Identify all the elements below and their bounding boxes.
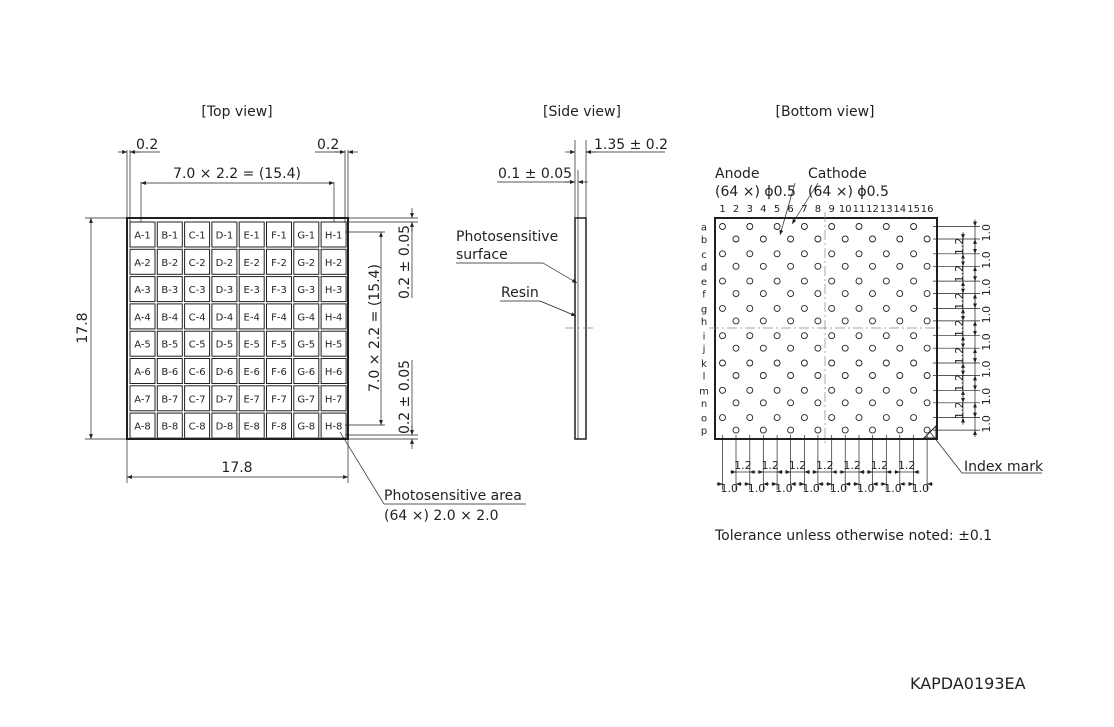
electrode-pad bbox=[774, 224, 780, 230]
cell-label: D-7 bbox=[215, 394, 234, 406]
cell-label: E-4 bbox=[243, 312, 260, 324]
electrode-pad bbox=[720, 278, 726, 284]
cell-label: H-5 bbox=[324, 339, 343, 351]
electrode-pad bbox=[897, 291, 903, 297]
cell-label: H-6 bbox=[324, 367, 343, 378]
electrode-pad bbox=[774, 333, 780, 339]
electrode-pad bbox=[733, 427, 739, 433]
electrode-pad bbox=[911, 305, 917, 311]
row-letter: i bbox=[702, 331, 706, 343]
electrode-pad bbox=[788, 373, 794, 379]
electrode-pad bbox=[720, 305, 726, 311]
cell-label: G-6 bbox=[297, 367, 316, 378]
electrode-pad bbox=[760, 427, 766, 433]
cell-label: G-8 bbox=[297, 421, 316, 433]
photosensitive-cell-grid bbox=[130, 222, 346, 438]
electrode-pad bbox=[897, 400, 903, 406]
top-view-title: [Top view] bbox=[201, 104, 273, 120]
cell-label: C-4 bbox=[188, 312, 206, 324]
electrode-pad bbox=[747, 360, 753, 366]
cell-label: A-6 bbox=[134, 367, 151, 378]
electrode-pad bbox=[720, 251, 726, 257]
column-pitch-label: 1.2 bbox=[843, 459, 861, 472]
electrode-pad bbox=[760, 400, 766, 406]
electrode-pad bbox=[911, 224, 917, 230]
electrode-pad bbox=[924, 318, 930, 324]
cell-label: A-7 bbox=[134, 394, 151, 406]
electrode-pad bbox=[801, 278, 807, 284]
cell-label: D-5 bbox=[215, 339, 234, 351]
row-letters bbox=[699, 223, 709, 438]
row-pitch-label: 1.2 bbox=[953, 401, 966, 419]
dim-bottom-offset: 0.2 ± 0.05 bbox=[397, 359, 413, 435]
electrode-pad bbox=[788, 345, 794, 351]
row-pitch-label: 1.0 bbox=[980, 387, 993, 406]
electrode-pad bbox=[883, 224, 889, 230]
cell-label: D-8 bbox=[215, 421, 234, 433]
column-number: 11 bbox=[852, 204, 866, 215]
column-numbers bbox=[719, 204, 933, 215]
electrode-pad bbox=[870, 373, 876, 379]
electrode-pad bbox=[856, 387, 862, 393]
row-letter: e bbox=[700, 277, 708, 289]
electrode-pad bbox=[911, 278, 917, 284]
row-letter: g bbox=[700, 304, 708, 316]
row-letter: k bbox=[701, 359, 707, 370]
row-letter: c bbox=[701, 249, 707, 261]
cell-label: C-2 bbox=[188, 257, 206, 269]
electrode-pad bbox=[870, 236, 876, 242]
electrode-pad bbox=[842, 263, 848, 269]
column-number: 7 bbox=[801, 204, 808, 215]
cell-label: D-6 bbox=[215, 367, 234, 378]
cell-label: F-6 bbox=[271, 367, 287, 378]
column-offset-label: 1.0 bbox=[829, 482, 848, 495]
side-view-title: [Side view] bbox=[543, 104, 621, 120]
row-letter: l bbox=[702, 371, 706, 383]
photosensitive-area-label: Photosensitive area bbox=[384, 488, 522, 504]
column-pitch-label: 1.2 bbox=[788, 459, 807, 472]
column-number: 12 bbox=[866, 204, 879, 215]
cell-label: B-7 bbox=[161, 394, 179, 406]
dim-top-offset: 0.2 ± 0.05 bbox=[397, 224, 413, 300]
cell-label: A-3 bbox=[134, 285, 151, 297]
electrode-pad bbox=[720, 360, 726, 366]
electrode-pad bbox=[760, 345, 766, 351]
row-letter: n bbox=[700, 398, 708, 410]
row-pitch-label: 1.0 bbox=[980, 360, 993, 378]
electrode-pad bbox=[924, 345, 930, 351]
column-pitch-label: 1.2 bbox=[734, 459, 752, 472]
electrode-pad bbox=[774, 278, 780, 284]
cell-label: C-5 bbox=[188, 339, 206, 351]
dim-left-offset: 0.2 bbox=[136, 137, 159, 153]
electrode-pad bbox=[870, 263, 876, 269]
cell-label: F-3 bbox=[271, 285, 287, 297]
row-pitch-label: 1.0 bbox=[980, 251, 993, 269]
electrode-pad bbox=[788, 236, 794, 242]
cell-label: F-4 bbox=[271, 312, 287, 324]
top-view bbox=[75, 137, 526, 524]
column-number: 9 bbox=[828, 204, 835, 215]
drawing-code: KAPDA0193EA bbox=[910, 674, 1026, 693]
column-offset-label: 1.0 bbox=[884, 482, 902, 495]
side-view bbox=[456, 137, 668, 439]
electrode-pad bbox=[924, 236, 930, 242]
electrode-pad bbox=[760, 291, 766, 297]
column-number: 1 bbox=[719, 204, 726, 215]
cell-label: B-8 bbox=[161, 421, 179, 433]
electrode-pad bbox=[815, 236, 821, 242]
column-number: 2 bbox=[732, 204, 740, 215]
cell-label: B-1 bbox=[161, 230, 179, 242]
electrode-pad bbox=[788, 400, 794, 406]
cell-label: C-1 bbox=[188, 230, 206, 242]
electrode-pad bbox=[774, 387, 780, 393]
cell-label: A-4 bbox=[134, 312, 151, 324]
dim-pitch-vertical: 7.0 × 2.2 = (15.4) bbox=[367, 264, 383, 392]
photosensitive-surface-label-2: surface bbox=[456, 247, 508, 263]
cell-label: H-1 bbox=[324, 230, 343, 242]
electrode-pad bbox=[883, 278, 889, 284]
column-number: 3 bbox=[746, 204, 753, 215]
cell-label: B-3 bbox=[161, 285, 179, 297]
electrode-pad bbox=[733, 400, 739, 406]
cell-label: H-2 bbox=[324, 257, 343, 269]
electrode-pad bbox=[911, 251, 917, 257]
cell-label: A-8 bbox=[134, 421, 151, 433]
column-pitch-label: 1.2 bbox=[816, 459, 834, 472]
electrode-pad bbox=[747, 415, 753, 421]
electrode-pad bbox=[788, 263, 794, 269]
electrode-pad bbox=[883, 360, 889, 366]
electrode-pad bbox=[720, 224, 726, 230]
electrode-pad bbox=[870, 318, 876, 324]
cell-label: C-3 bbox=[188, 285, 206, 297]
column-offset-label: 1.0 bbox=[747, 482, 766, 495]
electrode-pad bbox=[856, 333, 862, 339]
cell-label: G-1 bbox=[297, 230, 316, 242]
electrode-pad bbox=[870, 291, 876, 297]
electrode-pad bbox=[856, 278, 862, 284]
cell-label: E-1 bbox=[243, 230, 260, 242]
cell-label: F-1 bbox=[271, 230, 287, 242]
electrode-pad bbox=[801, 387, 807, 393]
electrode-pad bbox=[924, 263, 930, 269]
electrode-pad bbox=[815, 427, 821, 433]
cell-label: G-3 bbox=[297, 285, 316, 297]
electrode-pad bbox=[720, 387, 726, 393]
cell-label: E-8 bbox=[243, 421, 260, 433]
bottom-view bbox=[699, 166, 1044, 544]
electrode-pad bbox=[842, 318, 848, 324]
electrode-pad bbox=[856, 360, 862, 366]
column-offset-label: 1.0 bbox=[775, 482, 793, 495]
column-number: 8 bbox=[814, 204, 822, 215]
column-number: 4 bbox=[760, 204, 767, 215]
dim-right-offset: 0.2 bbox=[317, 137, 340, 153]
anode-spec: (64 ×) ϕ0.5 bbox=[715, 184, 796, 200]
electrode-pad bbox=[842, 427, 848, 433]
column-pitch-label: 1.2 bbox=[761, 459, 779, 472]
row-pitch-label: 1.2 bbox=[953, 374, 966, 392]
cell-label: H-4 bbox=[324, 312, 343, 324]
cell-label: C-7 bbox=[188, 394, 206, 406]
row-letter: m bbox=[699, 386, 709, 398]
index-mark-label: Index mark bbox=[964, 459, 1044, 475]
electrode-pad bbox=[720, 415, 726, 421]
column-number: 14 bbox=[893, 204, 907, 215]
electrode-pad bbox=[829, 305, 835, 311]
row-letter: d bbox=[700, 262, 708, 274]
electrode-pad bbox=[856, 415, 862, 421]
electrode-pad bbox=[747, 333, 753, 339]
electrode-pad bbox=[720, 333, 726, 339]
row-letter: p bbox=[700, 426, 708, 438]
electrode-pad bbox=[883, 387, 889, 393]
electrode-pad bbox=[801, 415, 807, 421]
electrode-pad bbox=[801, 305, 807, 311]
dim-pitch-horizontal: 7.0 × 2.2 = (15.4) bbox=[173, 166, 301, 182]
electrode-pad bbox=[897, 318, 903, 324]
row-letter: h bbox=[700, 316, 708, 328]
electrode-pad bbox=[897, 263, 903, 269]
column-number: 5 bbox=[773, 204, 781, 215]
electrode-pad bbox=[733, 373, 739, 379]
cell-label: B-2 bbox=[161, 257, 179, 269]
electrode-pad bbox=[774, 305, 780, 311]
cell-label: B-6 bbox=[161, 367, 179, 378]
electrode-pad bbox=[801, 251, 807, 257]
electrode-pad bbox=[924, 400, 930, 406]
electrode-pad bbox=[733, 345, 739, 351]
cell-label: E-7 bbox=[243, 394, 260, 406]
row-letter: o bbox=[700, 413, 708, 425]
electrode-pad bbox=[897, 236, 903, 242]
electrode-pad bbox=[829, 360, 835, 366]
cell-label: D-1 bbox=[215, 230, 234, 242]
electrode-pad bbox=[747, 305, 753, 311]
electrode-pad bbox=[897, 345, 903, 351]
dim-thickness: 1.35 ± 0.2 bbox=[594, 137, 669, 153]
row-letter: f bbox=[702, 289, 706, 301]
electrode-pad bbox=[870, 427, 876, 433]
right-pitch-dimensions bbox=[933, 220, 993, 438]
electrode-pad bbox=[842, 291, 848, 297]
electrode-pad bbox=[774, 415, 780, 421]
column-pitch-label: 1.2 bbox=[897, 459, 916, 472]
electrode-pad bbox=[733, 291, 739, 297]
row-pitch-label: 1.0 bbox=[980, 415, 993, 433]
electrode-pad bbox=[815, 291, 821, 297]
cell-label: G-5 bbox=[297, 339, 316, 351]
electrode-pad bbox=[883, 415, 889, 421]
cell-label: A-5 bbox=[134, 339, 151, 351]
cell-label: D-3 bbox=[215, 285, 234, 297]
cell-label: E-2 bbox=[243, 257, 260, 269]
cell-label: H-3 bbox=[324, 285, 343, 297]
cell-label: H-7 bbox=[324, 394, 343, 406]
electrode-pad bbox=[856, 305, 862, 311]
row-pitch-label: 1.0 bbox=[980, 224, 993, 242]
electrode-pad bbox=[883, 333, 889, 339]
bottom-pitch-dimensions bbox=[717, 435, 934, 495]
column-number: 16 bbox=[920, 204, 934, 215]
row-pitch-label: 1.2 bbox=[953, 319, 966, 338]
cell-label: G-2 bbox=[297, 257, 316, 269]
row-pitch-label: 1.0 bbox=[980, 305, 993, 324]
column-number: 6 bbox=[787, 204, 794, 215]
electrode-pad bbox=[870, 345, 876, 351]
electrode-pad bbox=[842, 236, 848, 242]
electrode-pad bbox=[774, 360, 780, 366]
electrode-pad bbox=[774, 251, 780, 257]
electrode-pad bbox=[897, 373, 903, 379]
row-pitch-label: 1.2 bbox=[953, 346, 966, 365]
electrode-pad bbox=[760, 373, 766, 379]
electrode-pad bbox=[815, 400, 821, 406]
electrode-pad bbox=[747, 278, 753, 284]
row-pitch-label: 1.2 bbox=[953, 264, 966, 283]
row-pitch-label: 1.2 bbox=[953, 292, 966, 310]
resin-label: Resin bbox=[501, 285, 539, 301]
side-body bbox=[575, 218, 586, 439]
cell-label: D-2 bbox=[215, 257, 234, 269]
electrode-pad bbox=[747, 251, 753, 257]
electrode-pad bbox=[911, 387, 917, 393]
cell-label: B-5 bbox=[161, 339, 179, 351]
electrode-pad bbox=[856, 224, 862, 230]
electrode-pad bbox=[883, 305, 889, 311]
row-letter: j bbox=[702, 344, 706, 356]
column-offset-label: 1.0 bbox=[802, 482, 820, 495]
cell-label: G-7 bbox=[297, 394, 316, 406]
electrode-pad bbox=[788, 291, 794, 297]
row-pitch-label: 1.0 bbox=[980, 278, 993, 297]
dim-resin-thickness: 0.1 ± 0.05 bbox=[498, 166, 573, 182]
cell-label: A-1 bbox=[134, 230, 151, 242]
cell-label: B-4 bbox=[161, 312, 179, 324]
electrode-pad bbox=[801, 224, 807, 230]
cell-label: C-6 bbox=[188, 367, 206, 378]
column-offset-label: 1.0 bbox=[720, 482, 738, 495]
electrode-pad bbox=[897, 427, 903, 433]
electrode-pad bbox=[801, 360, 807, 366]
cell-label: G-4 bbox=[297, 312, 316, 324]
cell-label: F-2 bbox=[271, 257, 287, 269]
cathode-spec: (64 ×) ϕ0.5 bbox=[808, 184, 889, 200]
electrode-pad bbox=[815, 345, 821, 351]
electrode-pad bbox=[911, 415, 917, 421]
electrode-pad bbox=[760, 318, 766, 324]
row-letter: b bbox=[700, 235, 708, 246]
cathode-label: Cathode bbox=[808, 166, 867, 182]
dim-height: 17.8 bbox=[75, 312, 91, 344]
electrode-pad bbox=[924, 373, 930, 379]
cell-label: H-8 bbox=[324, 421, 343, 433]
electrode-pad bbox=[788, 318, 794, 324]
cell-label: E-3 bbox=[243, 285, 260, 297]
dim-width: 17.8 bbox=[221, 460, 253, 476]
electrode-pad bbox=[856, 251, 862, 257]
electrode-pad bbox=[829, 278, 835, 284]
electrode-pad bbox=[788, 427, 794, 433]
electrode-pad bbox=[815, 373, 821, 379]
electrode-pad bbox=[870, 400, 876, 406]
electrode-pad bbox=[801, 333, 807, 339]
tolerance-note: Tolerance unless otherwise noted: ±0.1 bbox=[715, 528, 993, 544]
electrode-pad bbox=[924, 291, 930, 297]
electrode-pad bbox=[747, 224, 753, 230]
anode-label: Anode bbox=[715, 166, 760, 182]
column-pitch-label: 1.2 bbox=[870, 459, 889, 472]
electrode-pad bbox=[760, 236, 766, 242]
cell-label: E-6 bbox=[243, 367, 260, 378]
electrode-pad bbox=[829, 387, 835, 393]
electrode-pad bbox=[829, 415, 835, 421]
electrode-pad bbox=[733, 263, 739, 269]
electrode-pad bbox=[842, 373, 848, 379]
electrode-pad bbox=[815, 318, 821, 324]
cell-label: D-4 bbox=[215, 312, 234, 324]
electrode-pad bbox=[883, 251, 889, 257]
cell-label: F-8 bbox=[271, 421, 287, 433]
electrode-pad bbox=[747, 387, 753, 393]
cell-label: F-5 bbox=[271, 339, 287, 351]
electrode-pad bbox=[842, 345, 848, 351]
row-letter: a bbox=[700, 222, 708, 234]
cell-label: F-7 bbox=[271, 394, 287, 406]
electrode-pad bbox=[842, 400, 848, 406]
row-pitch-label: 1.0 bbox=[980, 333, 993, 351]
column-number: 10 bbox=[838, 204, 852, 215]
electrode-pad bbox=[829, 251, 835, 257]
electrode-pad bbox=[733, 318, 739, 324]
electrode-pad bbox=[733, 236, 739, 242]
row-pitch-label: 1.2 bbox=[953, 237, 966, 256]
electrode-pad bbox=[829, 224, 835, 230]
column-offset-label: 1.0 bbox=[857, 482, 875, 495]
photosensitive-area-size: (64 ×) 2.0 × 2.0 bbox=[384, 508, 499, 524]
column-number: 15 bbox=[907, 204, 920, 215]
electrode-pad bbox=[815, 263, 821, 269]
column-offset-label: 1.0 bbox=[911, 482, 930, 495]
cell-label: C-8 bbox=[188, 421, 206, 433]
bottom-view-title: [Bottom view] bbox=[775, 104, 875, 120]
cell-label: E-5 bbox=[243, 339, 260, 351]
electrode-pad bbox=[911, 360, 917, 366]
column-number: 13 bbox=[879, 204, 893, 215]
cell-label: A-2 bbox=[134, 257, 151, 269]
electrode-pad bbox=[760, 263, 766, 269]
photosensitive-surface-label-1: Photosensitive bbox=[456, 229, 559, 245]
electrode-pad bbox=[829, 333, 835, 339]
electrode-pad bbox=[911, 333, 917, 339]
